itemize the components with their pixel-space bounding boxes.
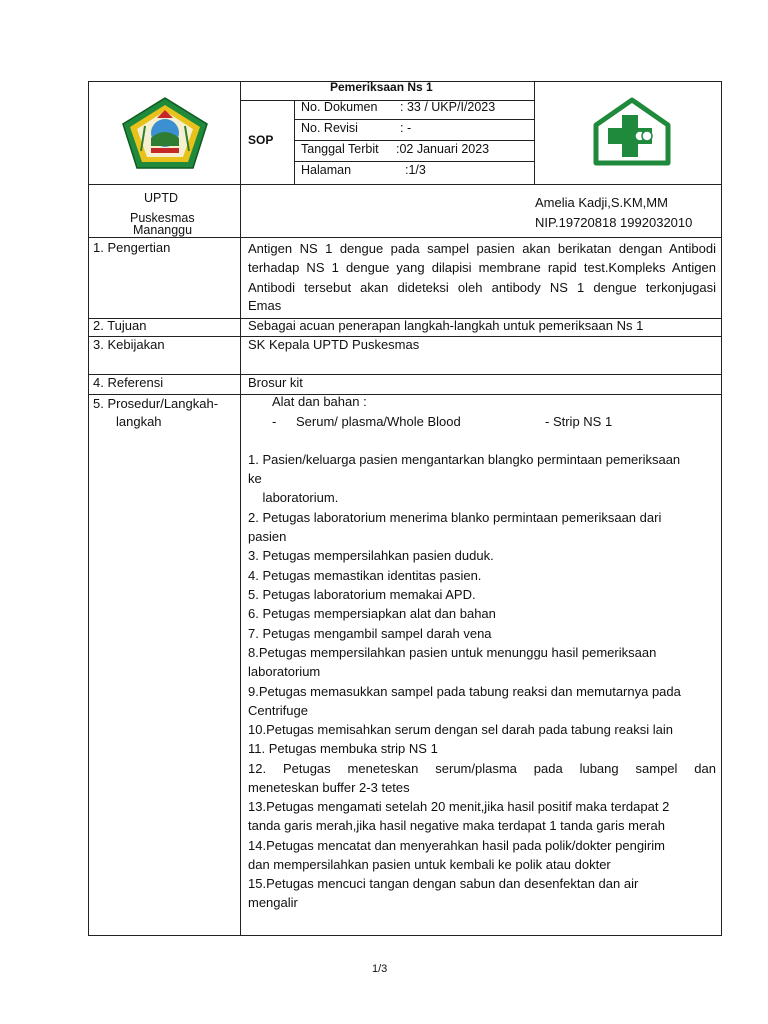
step-line: mengalir — [248, 895, 298, 910]
step-line: ke — [248, 471, 262, 486]
step-line: pasien — [248, 529, 287, 544]
tujuan-text: Sebagai acuan penerapan langkah-langkah untuk pemeriksaan Ns 1 — [248, 318, 644, 333]
institution-line-3: Mananggu — [133, 223, 193, 237]
alat-item-1: Serum/ plasma/Whole Blood — [296, 414, 461, 429]
step-line: 7. Petugas mengambil sampel darah vena — [248, 626, 492, 641]
step-line: 9.Petugas memasukkan sampel pada tabung reaksi dan memutarnya pada — [248, 684, 681, 699]
field-label-no-revisi: No. Revisi — [301, 121, 358, 135]
page-number: 1/3 — [372, 963, 388, 975]
kebijakan-text: SK Kepala UPTD Puskesmas — [248, 337, 420, 352]
pengertian-line: terhadap NS 1 dengue yang dilapisi membrane rapid test.Kompleks Antigen — [248, 260, 716, 275]
field-label-tanggal-terbit: Tanggal Terbit — [301, 142, 379, 156]
section-label-kebijakan: 3. Kebijakan — [93, 337, 165, 352]
field-label-no-dokumen: No. Dokumen — [301, 100, 378, 114]
regency-emblem-logo — [121, 96, 209, 170]
section-label-referensi: 4. Referensi — [93, 375, 164, 390]
step-line: 3. Petugas mempersilahkan pasien duduk. — [248, 548, 494, 563]
field-value-tanggal-terbit: :02 Januari 2023 — [396, 142, 490, 156]
alat-item-2: - Strip NS 1 — [545, 414, 613, 429]
step-line: meneteskan buffer 2-3 tetes — [248, 780, 410, 795]
step-line: 10.Petugas memisahkan serum dengan sel darah pada tabung reaksi lain — [248, 722, 673, 737]
step-line: 2. Petugas laboratorium menerima blanko permintaan pemeriksaan dari — [248, 510, 662, 525]
step-line: Centrifuge — [248, 703, 308, 718]
step-line: 13.Petugas mengamati setelah 20 menit,jika hasil positif maka terdapat 2 — [248, 799, 670, 814]
step-line: 11. Petugas membuka strip NS 1 — [248, 741, 438, 756]
field-value-no-dokumen: : 33 / UKP/I/2023 — [400, 100, 496, 114]
step-line: 14.Petugas mencatat dan menyerahkan hasil pada polik/dokter pengirim — [248, 838, 665, 853]
step-line: laboratorium — [248, 664, 321, 679]
step-line: laboratorium. — [248, 490, 339, 505]
field-value-halaman: :1/3 — [405, 163, 426, 177]
section-label-tujuan: 2. Tujuan — [93, 318, 147, 333]
referensi-text: Brosur kit — [248, 375, 303, 390]
sop-label: SOP — [248, 133, 274, 147]
section-label-prosedur-1: 5. Prosedur/Langkah- — [93, 396, 219, 411]
step-line: 6. Petugas mempersiapkan alat dan bahan — [248, 606, 496, 621]
step-line: 15.Petugas mencuci tangan dengan sabun dan desenfektan dan air — [248, 876, 639, 891]
step-line: 4. Petugas memastikan identitas pasien. — [248, 568, 482, 583]
alat-dash: - — [272, 414, 277, 429]
pengertian-line: Antigen NS 1 dengue pada sampel pasien akan berikatan dengan Antibodi — [248, 241, 716, 256]
alat-bahan-title: Alat dan bahan : — [272, 394, 367, 409]
step-line: 8.Petugas mempersilahkan pasien untuk menunggu hasil pemeriksaan — [248, 645, 657, 660]
step-line: tanda garis merah,jika hasil negative maka terdapat 1 tanda garis merah — [248, 818, 665, 833]
step-line: 1. Pasien/keluarga pasien mengantarkan blangko permintaan pemeriksaan — [248, 452, 681, 467]
document-title: Pemeriksaan Ns 1 — [330, 80, 433, 94]
institution-line-2: Puskesmas — [130, 211, 195, 225]
institution-line-1: UPTD — [144, 191, 179, 205]
signatory-nip: NIP.19720818 1992032010 — [535, 215, 693, 230]
puskesmas-logo — [592, 97, 672, 167]
signatory-name: Amelia Kadji,S.KM,MM — [535, 195, 668, 210]
step-line: dan mempersilahkan pasien untuk kembali ke polik atau dokter — [248, 857, 611, 872]
section-label-prosedur-2: langkah — [116, 414, 162, 429]
pengertian-line: Emas — [248, 298, 282, 313]
pengertian-line: Antibodi tersebut akan dideteksi oleh antibody NS 1 dengue terkonjugasi — [248, 280, 716, 295]
step-line: 5. Petugas laboratorium memakai APD. — [248, 587, 476, 602]
field-value-no-revisi: : - — [400, 121, 412, 135]
step-line: 12. Petugas meneteskan serum/plasma pada lubang sampel dan — [248, 761, 716, 776]
field-label-halaman: Halaman — [301, 163, 352, 177]
section-label-pengertian: 1. Pengertian — [93, 240, 171, 255]
